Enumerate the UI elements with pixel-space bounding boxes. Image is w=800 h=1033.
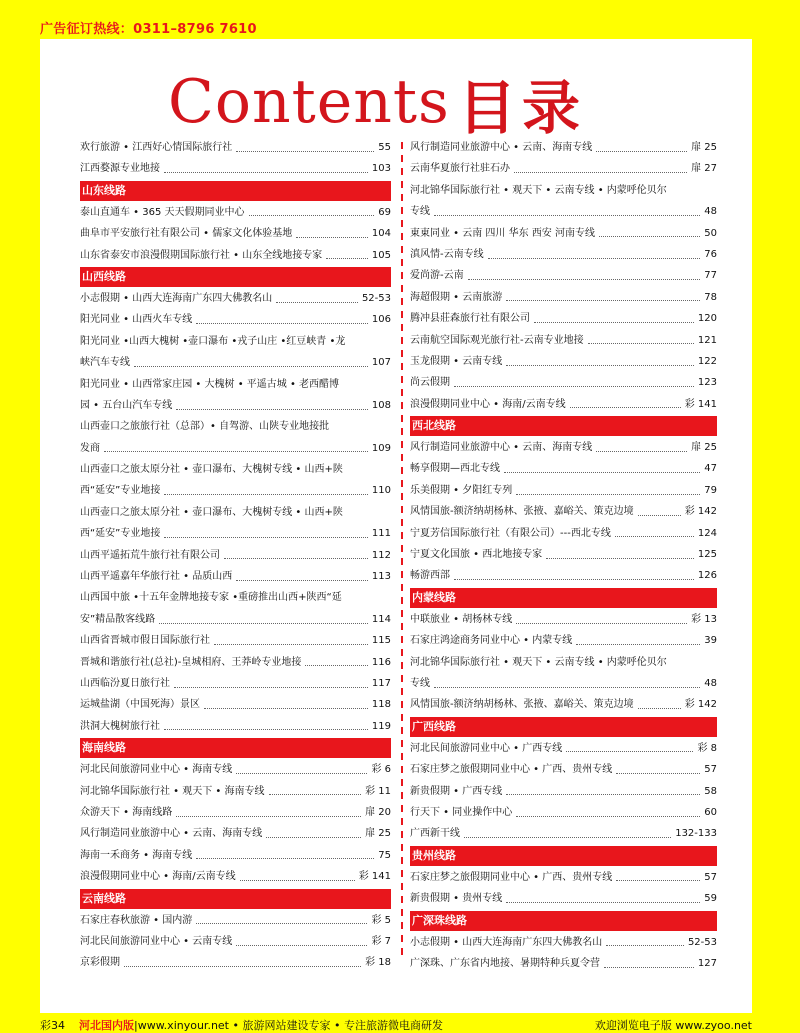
toc-entry[interactable] xyxy=(410,137,717,158)
dot-leader xyxy=(464,836,671,838)
toc-entry[interactable] xyxy=(80,374,391,395)
toc-entry[interactable] xyxy=(80,202,391,223)
toc-entry-page: 75 xyxy=(378,849,391,861)
toc-entry-title: 河北民间旅游同业中心 • 云南专线 xyxy=(80,935,233,947)
footer-page-number: 彩34 xyxy=(40,1019,65,1032)
dot-leader xyxy=(638,707,681,709)
toc-entry-page: 126 xyxy=(697,570,717,582)
dot-leader xyxy=(516,493,700,495)
toc-entry[interactable] xyxy=(80,416,391,437)
dot-leader xyxy=(164,171,368,173)
toc-entry[interactable] xyxy=(80,288,391,309)
toc-entry-page: 79 xyxy=(704,484,717,496)
toc-entry-title: 畅游西部 xyxy=(410,570,450,582)
toc-entry-title: 山西壶口之旅旅行社（总部）• 自驾游、山陕专业地接批 xyxy=(80,421,330,433)
toc-entry-title: 石家庄梦之旅假期同业中心 • 广西、贵州专线 xyxy=(410,871,613,883)
toc-entry-title: 运城盐湖（中国死海）景区 xyxy=(80,699,200,711)
toc-entry-title: 小志假期 • 山西大连海南广东四大佛教名山 xyxy=(410,936,603,948)
toc-entry-page: 彩 7 xyxy=(371,935,391,947)
left-column xyxy=(80,137,391,974)
toc-entry-page: 103 xyxy=(371,163,391,175)
toc-entry[interactable] xyxy=(410,330,717,351)
toc-entry-page: 扉 20 xyxy=(365,806,391,818)
section-heading: 云南线路 xyxy=(80,889,391,909)
toc-entry-title: 浪漫假期同业中心 • 海南/云南专线 xyxy=(410,398,566,410)
toc-entry[interactable] xyxy=(410,394,717,415)
dot-leader xyxy=(506,299,700,301)
toc-entry[interactable] xyxy=(80,587,391,608)
toc-entry[interactable] xyxy=(80,866,391,887)
toc-entry[interactable] xyxy=(410,351,717,372)
toc-entry[interactable] xyxy=(410,609,717,630)
toc-entry-page: 彩 142 xyxy=(684,506,717,518)
toc-entry[interactable] xyxy=(410,437,717,458)
toc-entry[interactable] xyxy=(410,372,717,393)
title-english: Contents xyxy=(168,67,450,137)
dot-leader xyxy=(196,922,367,924)
toc-entry-title: 海南一禾商务 • 海南专线 xyxy=(80,849,193,861)
toc-entry-page: 47 xyxy=(704,463,717,475)
dot-leader xyxy=(504,471,700,473)
toc-entry-title: 河北民间旅游同业中心 • 广西专线 xyxy=(410,742,563,754)
dot-leader xyxy=(196,322,368,324)
toc-entry-title: 风行制造同业旅游中心 • 云南、海南专线 xyxy=(80,828,263,840)
toc-entry-title: 西“延安”专业地接 xyxy=(80,485,161,497)
toc-entry-title: 小志假期 • 山西大连海南广东四大佛教名山 xyxy=(80,292,273,304)
dot-leader xyxy=(454,385,694,387)
toc-entry[interactable] xyxy=(410,652,717,673)
toc-entry-title: 河北民间旅游同业中心 • 海南专线 xyxy=(80,764,233,776)
toc-entry-page: 109 xyxy=(371,442,391,454)
toc-entry-title: 腾冲县莊森旅行社有限公司 xyxy=(410,313,530,325)
toc-entry[interactable] xyxy=(80,223,391,244)
toc-entry-page: 扉 25 xyxy=(365,828,391,840)
right-column xyxy=(410,137,717,974)
toc-entry[interactable] xyxy=(80,137,391,158)
toc-entry-title: 阳光同业 •山西大槐树 •壶口瀑布 •戎子山庄 •红豆峡青 •龙 xyxy=(80,335,346,347)
toc-entry[interactable] xyxy=(80,158,391,179)
toc-entry-page: 彩 6 xyxy=(371,764,391,776)
toc-entry-page: 119 xyxy=(371,720,391,732)
toc-entry[interactable] xyxy=(80,630,391,651)
toc-entry[interactable] xyxy=(80,910,391,931)
toc-entry[interactable] xyxy=(80,694,391,715)
toc-entry-title: 西“延安”专业地接 xyxy=(80,528,161,540)
toc-entry-page: 127 xyxy=(697,957,717,969)
toc-entry[interactable] xyxy=(80,759,391,780)
toc-entry[interactable] xyxy=(80,309,391,330)
section-heading: 广深珠线路 xyxy=(410,911,717,931)
dot-leader xyxy=(214,643,368,645)
toc-entry-title: 乐美假期 • 夕阳红专列 xyxy=(410,484,513,496)
toc-entry[interactable] xyxy=(80,952,391,973)
toc-entry-page: 111 xyxy=(371,528,391,540)
title-chinese: 目录 xyxy=(458,74,587,142)
toc-entry[interactable] xyxy=(410,802,717,823)
toc-entry-page: 106 xyxy=(371,314,391,326)
dot-leader xyxy=(124,965,361,967)
toc-entry-title: 山西省晋城市假日国际旅行社 xyxy=(80,635,210,647)
toc-entry-title: 石家庄梦之旅假期同业中心 • 广西、贵州专线 xyxy=(410,764,613,776)
dot-leader xyxy=(599,235,700,237)
toc-entry[interactable] xyxy=(80,545,391,566)
dot-leader xyxy=(236,579,368,581)
toc-entry[interactable] xyxy=(410,759,717,780)
toc-entry[interactable] xyxy=(410,201,717,222)
toc-entry-page: 115 xyxy=(371,635,391,647)
toc-entry-title: 宁夏芳信国际旅行社（有限公司）---西北专线 xyxy=(410,527,611,539)
toc-entry-page: 57 xyxy=(704,764,717,776)
toc-entry-title: 浪漫假期同业中心 • 海南/云南专线 xyxy=(80,871,236,883)
toc-entry[interactable] xyxy=(410,523,717,544)
dot-leader xyxy=(546,557,694,559)
dot-leader xyxy=(506,364,694,366)
dot-leader xyxy=(236,944,367,946)
toc-entry[interactable] xyxy=(410,244,717,265)
toc-entry-title: 欢行旅游 • 江西好心情国际旅行社 xyxy=(80,142,233,153)
toc-entry-title: 云南华夏旅行社驻石办 xyxy=(410,163,510,175)
toc-entry[interactable] xyxy=(410,501,717,522)
dot-leader xyxy=(566,750,693,752)
toc-entry-title: 山东省泰安市浪漫假期国际旅行社 • 山东全线地接专家 xyxy=(80,249,323,261)
toc-entry-title: 滇风情-云南专线 xyxy=(410,248,484,260)
toc-entry-page: 扉 25 xyxy=(691,142,717,153)
toc-entry[interactable] xyxy=(410,480,717,501)
toc-entry-title: 宁夏文化国旅 • 西北地接专家 xyxy=(410,549,543,561)
dot-leader xyxy=(269,793,362,795)
toc-entry[interactable] xyxy=(80,395,391,416)
toc-entry[interactable] xyxy=(410,287,717,308)
toc-entry[interactable] xyxy=(410,867,717,888)
dot-leader xyxy=(516,622,687,624)
toc-entry[interactable] xyxy=(410,308,717,329)
toc-entry-title: 安”精品散客线路 xyxy=(80,613,156,625)
toc-entry-title: 云南航空国际观光旅行社-云南专业地接 xyxy=(410,334,584,346)
dot-leader xyxy=(604,966,694,968)
toc-entry-title: 中联旅业 • 胡杨林专线 xyxy=(410,613,513,625)
toc-entry-page: 113 xyxy=(371,571,391,583)
toc-entry-page: 116 xyxy=(371,656,391,668)
toc-entry[interactable] xyxy=(410,544,717,565)
toc-entry-title: 专线 xyxy=(410,677,430,689)
toc-entry[interactable] xyxy=(80,823,391,844)
toc-entry-title: 石家庄鸿途商务同业中心 • 内蒙专线 xyxy=(410,635,573,647)
toc-entry-page: 78 xyxy=(704,291,717,303)
toc-entry-title: 玉龙假期 • 云南专线 xyxy=(410,355,503,367)
toc-entry-title: 广西新干线 xyxy=(410,828,460,840)
dot-leader xyxy=(305,664,367,666)
toc-entry-title: 爱尚游-云南 xyxy=(410,270,464,282)
dot-leader xyxy=(576,643,700,645)
toc-entry[interactable] xyxy=(410,738,717,759)
toc-entry[interactable] xyxy=(80,845,391,866)
dot-leader xyxy=(204,707,368,709)
toc-entry-page: 55 xyxy=(378,142,391,153)
toc-entry[interactable] xyxy=(80,609,391,630)
toc-entry[interactable] xyxy=(410,180,717,201)
toc-entry[interactable] xyxy=(80,523,391,544)
section-heading: 山西线路 xyxy=(80,267,391,287)
toc-entry[interactable] xyxy=(80,716,391,737)
toc-entry[interactable] xyxy=(80,438,391,459)
dot-leader xyxy=(176,815,361,817)
dot-leader xyxy=(506,793,700,795)
toc-entry-title: 园 • 五台山汽车专线 xyxy=(80,399,173,411)
dot-leader xyxy=(266,836,361,838)
toc-entry-title: 新贵假期 • 贵州专线 xyxy=(410,893,503,905)
toc-entry-page: 108 xyxy=(371,399,391,411)
toc-entry-page: 扉 27 xyxy=(691,163,717,175)
toc-entry-page: 39 xyxy=(704,635,717,647)
toc-entry-page: 50 xyxy=(704,227,717,239)
contents-page xyxy=(40,39,752,1013)
toc-entry-title: 泰山直通车 • 365 天天假期同业中心 xyxy=(80,206,245,218)
toc-entry-page: 52-53 xyxy=(361,292,391,304)
page-footer xyxy=(40,1017,752,1033)
footer-ebook-link[interactable]: 欢迎浏览电子版 www.zyoo.net xyxy=(594,1019,752,1032)
section-heading: 内蒙线路 xyxy=(410,588,717,608)
section-heading: 广西线路 xyxy=(410,717,717,737)
toc-entry-title: 山西壶口之旅太原分社 • 壶口瀑布、大槐树专线 • 山西+陕 xyxy=(80,464,343,476)
toc-entry-page: 彩 8 xyxy=(697,742,717,754)
toc-entry-page: 112 xyxy=(371,549,391,561)
toc-entry[interactable] xyxy=(410,932,717,953)
toc-entry-page: 48 xyxy=(704,206,717,218)
toc-entry[interactable] xyxy=(80,652,391,673)
toc-entry-title: 洪洞大槐树旅行社 xyxy=(80,720,160,732)
toc-entry[interactable] xyxy=(80,502,391,523)
toc-entry[interactable] xyxy=(80,566,391,587)
toc-entry-title: 山西国中旅 •十五年金牌地接专家 •重磅推出山西+陕西“延 xyxy=(80,592,342,604)
toc-entry-page: 扉 25 xyxy=(691,442,717,454)
dot-leader xyxy=(196,857,374,859)
toc-entry[interactable] xyxy=(410,823,717,844)
toc-entry-page: 彩 141 xyxy=(358,871,391,883)
toc-entry-page: 132-133 xyxy=(675,828,717,840)
toc-entry[interactable] xyxy=(410,265,717,286)
toc-entry-title: 风行制造同业旅游中心 • 云南、海南专线 xyxy=(410,442,593,454)
toc-entry[interactable] xyxy=(410,781,717,802)
section-heading: 海南线路 xyxy=(80,738,391,758)
dot-leader xyxy=(434,686,700,688)
toc-entry[interactable] xyxy=(80,331,391,352)
toc-entry-page: 58 xyxy=(704,785,717,797)
dot-leader xyxy=(616,772,700,774)
dot-leader xyxy=(468,278,701,280)
footer-site-text[interactable]: |www.xinyour.net • 旅游网站建设专家 • 专注旅游微电商研发 xyxy=(134,1019,443,1032)
ad-hotline: 广告征订热线：0311–8796 7610 xyxy=(40,22,257,37)
toc-entry-page: 彩 141 xyxy=(684,398,717,410)
toc-entry-page: 60 xyxy=(704,806,717,818)
toc-entry-title: 河北锦华国际旅行社 • 观天下 • 云南专线 • 内蒙呼伦贝尔 xyxy=(410,184,667,196)
dot-leader xyxy=(616,879,700,881)
dot-leader xyxy=(596,450,687,452)
toc-entry-page: 52-53 xyxy=(687,936,717,948)
toc-entry-title: 河北锦华国际旅行社 • 观天下 • 海南专线 xyxy=(80,785,265,797)
toc-entry-page: 124 xyxy=(697,527,717,539)
toc-entry[interactable] xyxy=(410,458,717,479)
toc-entry-title: 行天下 • 同业操作中心 xyxy=(410,806,513,818)
toc-entry-page: 57 xyxy=(704,871,717,883)
dot-leader xyxy=(164,728,368,730)
toc-entry-page: 彩 18 xyxy=(365,957,391,969)
toc-entry-page: 彩 13 xyxy=(691,613,717,625)
toc-entry-page: 123 xyxy=(697,377,717,389)
toc-entry-page: 彩 11 xyxy=(365,785,391,797)
toc-entry-page: 125 xyxy=(697,549,717,561)
toc-entry[interactable] xyxy=(410,630,717,651)
toc-entry-title: 峡汽车专线 xyxy=(80,357,130,369)
toc-entry-title: 京彩假期 xyxy=(80,957,120,969)
toc-entry[interactable] xyxy=(410,888,717,909)
dot-leader xyxy=(596,150,687,152)
dot-leader xyxy=(174,686,368,688)
toc-entry[interactable] xyxy=(410,223,717,244)
toc-entry-page: 59 xyxy=(704,893,717,905)
toc-entry-page: 110 xyxy=(371,485,391,497)
toc-entry[interactable] xyxy=(80,480,391,501)
dot-leader xyxy=(164,536,368,538)
toc-entry[interactable] xyxy=(410,694,717,715)
dot-leader xyxy=(276,301,358,303)
toc-entry-title: 众游天下 • 海南线路 xyxy=(80,806,173,818)
toc-entry-title: 发商 xyxy=(80,442,100,454)
toc-entry-title: 畅享假期—西北专线 xyxy=(410,463,500,475)
toc-entry[interactable] xyxy=(410,673,717,694)
toc-entry-title: 河北锦华国际旅行社 • 观天下 • 云南专线 • 内蒙呼伦贝尔 xyxy=(410,656,667,668)
dot-leader xyxy=(488,257,701,259)
toc-entry[interactable] xyxy=(80,931,391,952)
dot-leader xyxy=(164,493,368,495)
toc-entry-title: 晋城和谐旅行社(总社)-皇城相府、王莽岭专业地接 xyxy=(80,656,302,668)
toc-entry[interactable] xyxy=(80,245,391,266)
dot-leader xyxy=(326,257,368,259)
dot-leader xyxy=(159,622,368,624)
toc-entry-title: 海超假期 • 云南旅游 xyxy=(410,291,503,303)
section-heading: 西北线路 xyxy=(410,416,717,436)
dot-leader xyxy=(516,815,700,817)
toc-entry-title: 山西平遥拓荒牛旅行社有限公司 xyxy=(80,549,220,561)
toc-entry-title: 广深珠、广东省内地接、暑期特种兵夏令营 xyxy=(410,957,600,969)
dot-leader xyxy=(134,365,368,367)
dot-leader xyxy=(236,150,374,152)
dot-leader xyxy=(236,772,367,774)
toc-entry-page: 121 xyxy=(697,334,717,346)
dot-leader xyxy=(588,342,694,344)
toc-entry-page: 122 xyxy=(697,355,717,367)
toc-entry-page: 77 xyxy=(704,270,717,282)
dot-leader xyxy=(104,450,368,452)
toc-entry-title: 阳光同业 • 山西常家庄园 • 大槐树 • 平遥古城 • 老西醋博 xyxy=(80,378,340,390)
toc-entry-title: 风情国旅-额济纳胡杨林、张掖、嘉峪关、策克边境 xyxy=(410,506,634,518)
section-heading: 山东线路 xyxy=(80,181,391,201)
toc-entry-title: 東東同业 • 云南 四川 华东 西安 河南专线 xyxy=(410,227,595,239)
toc-entry-page: 107 xyxy=(371,357,391,369)
dot-leader xyxy=(240,879,355,881)
dot-leader xyxy=(506,901,700,903)
toc-entry-title: 石家庄春秋旅游 • 国内游 xyxy=(80,914,193,926)
dot-leader xyxy=(570,406,681,408)
toc-entry-page: 彩 5 xyxy=(371,914,391,926)
toc-entry-title: 风行制造同业旅游中心 • 云南、海南专线 xyxy=(410,142,593,153)
dot-leader xyxy=(224,557,368,559)
toc-entry-title: 阳光同业 • 山西火车专线 xyxy=(80,314,193,326)
dot-leader xyxy=(514,171,687,173)
toc-entry-page: 117 xyxy=(371,677,391,689)
toc-entry-page: 48 xyxy=(704,677,717,689)
toc-entry[interactable] xyxy=(410,953,717,974)
toc-entry[interactable] xyxy=(80,802,391,823)
toc-entry-title: 山西壶口之旅太原分社 • 壶口瀑布、大槐树专线 • 山西+陕 xyxy=(80,506,343,518)
toc-entry-page: 120 xyxy=(697,313,717,325)
toc-entry-title: 江西婺源专业地接 xyxy=(80,163,160,175)
toc-entry-title: 山西平遥嘉年华旅行社 • 品质山西 xyxy=(80,571,233,583)
toc-entry-page: 105 xyxy=(371,249,391,261)
toc-entry-title: 风情国旅-额济纳胡杨林、张掖、嘉峪关、策克边境 xyxy=(410,699,634,711)
toc-entry-title: 新贵假期 • 广西专线 xyxy=(410,785,503,797)
dot-leader xyxy=(638,514,681,516)
toc-entry-title: 曲阜市平安旅行社有限公司 • 儒家文化体验基地 xyxy=(80,228,293,240)
dot-leader xyxy=(434,214,700,216)
dot-leader xyxy=(296,236,368,238)
toc-entry-page: 76 xyxy=(704,248,717,260)
toc-entry[interactable] xyxy=(410,565,717,586)
dot-leader xyxy=(615,535,694,537)
dot-leader xyxy=(249,214,375,216)
toc-entry-title: 尚云假期 xyxy=(410,377,450,389)
toc-entry[interactable] xyxy=(80,673,391,694)
toc-entry-page: 彩 142 xyxy=(684,699,717,711)
toc-entry[interactable] xyxy=(80,459,391,480)
dot-leader xyxy=(176,408,368,410)
toc-entry-page: 104 xyxy=(371,228,391,240)
dot-leader xyxy=(606,944,684,946)
toc-entry[interactable] xyxy=(80,781,391,802)
dot-leader xyxy=(454,578,694,580)
toc-entry[interactable] xyxy=(80,352,391,373)
footer-edition: 河北国内版 xyxy=(79,1019,134,1032)
toc-entry-page: 114 xyxy=(371,613,391,625)
column-divider xyxy=(401,142,403,957)
toc-entry-page: 69 xyxy=(378,206,391,218)
dot-leader xyxy=(534,321,694,323)
toc-entry[interactable] xyxy=(410,158,717,179)
toc-entry-page: 118 xyxy=(371,699,391,711)
toc-entry-title: 专线 xyxy=(410,206,430,218)
section-heading: 贵州线路 xyxy=(410,846,717,866)
toc-entry-title: 山西临汾夏日旅行社 xyxy=(80,677,170,689)
